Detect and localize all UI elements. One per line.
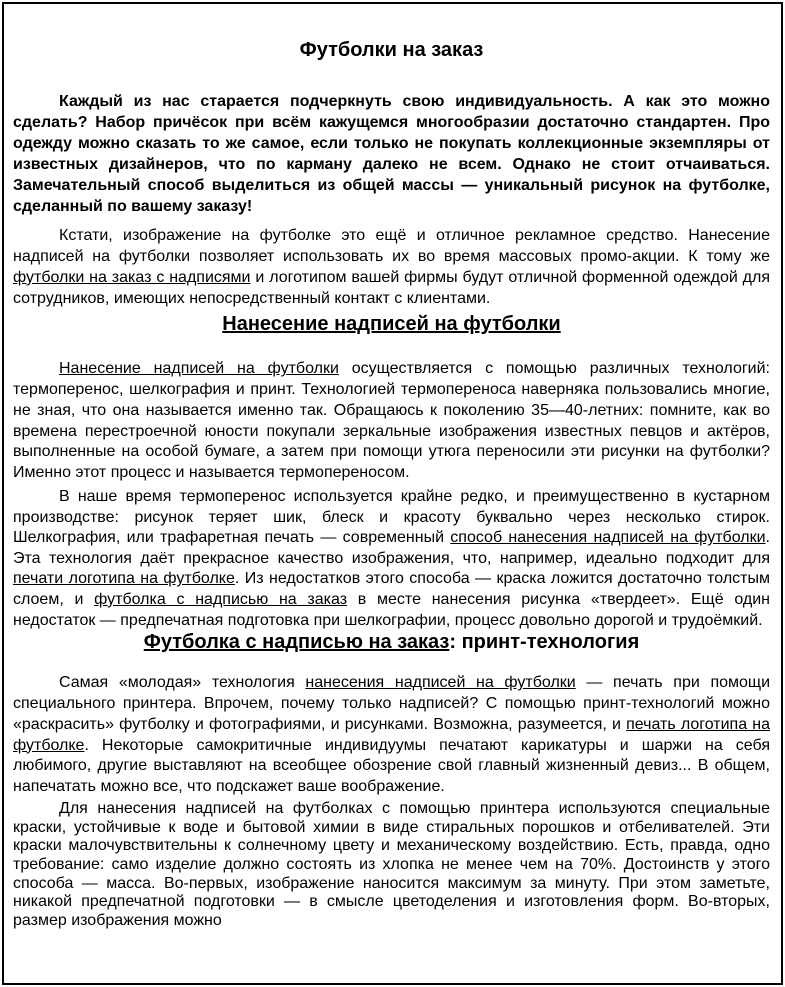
paragraph-inks: [13, 800, 770, 931]
paragraph-text: . Из недостатков этого способа — краска ложится достаточно толстым слоем, и: [13, 570, 770, 608]
section-heading-text: Футболка с надписью на заказ: [143, 631, 450, 654]
keyword-phrase: футболка с надписью на заказ: [94, 591, 348, 608]
document-page: [2, 2, 783, 985]
keyword-phrase: нанесения надписей на футболки: [305, 674, 576, 692]
section-heading-suffix: : принт-технология: [449, 631, 640, 654]
keyword-phrase: печать логотипа на футболке: [13, 715, 771, 754]
paragraph-text: Самая «молодая» технология: [59, 674, 306, 692]
keyword-phrase: печати логотипа на футболке: [13, 570, 235, 588]
keyword-phrase: Нанесение надписей на футболки: [59, 360, 339, 378]
paragraph-technologies: [13, 359, 770, 484]
paragraph-print-technology: [13, 673, 770, 798]
paragraph-text: . Эта технология даёт прекрасное качество изображения, что, например, идеально подходит для: [13, 529, 770, 567]
paragraph-text: в месте нанесения рисунка «твердеет». Ещё один недостаток — предпечатная подготовка при шелкографии, процесс довольно дорогой и трудоёмкий.: [13, 591, 770, 629]
paragraph-text: осуществляется с помощью различных технологий: термоперенос, шелкография и принт. Технологией термопереноса наверняка пользовались многие, не зная, что она называется именно так. Обращаюсь к поколению 35—40-летних: помните, как во времена перестроечной юности покупали зеркальные изображения известных певцов и актёров, выполненные на особой бумаге, а затем при помощи утюга переносили эти рисунки на футболки? Именно этот процесс и называется термопереносом.: [13, 360, 770, 482]
document-title: Футболки на заказ: [299, 39, 484, 61]
paragraph-text: Кстати, изображение на футболке это ещё и отличное рекламное средство. Нанесение надписей на футболки позволяет использовать их во время массовых промо-акции. К тому же: [13, 227, 770, 266]
section-heading-labeling: [13, 313, 770, 336]
paragraph-text: и логотипом вашей фирмы будут отличной форменной одеждой для сотрудников, имеющих непосредственный контакт с клиентами.: [13, 268, 770, 307]
paragraph-silkscreen: [13, 487, 770, 631]
section-heading-print: [13, 631, 770, 654]
paragraph-text: Каждый из нас старается подчеркнуть свою индивидуальность. А как это можно сделать? Набор причёсок при всём кажущемся многообразии достаточно стандартен. Про одежду можно сказать то же самое, если только не покупать коллекционные экземпляры от известных дизайнеров, что по карману далеко не всем. Однако не стоит отчаиваться. Замечательный способ выделиться из общей массы — уникальный рисунок на футболке, сделанный по вашему заказу!: [13, 93, 770, 215]
section-heading-text: Нанесение надписей на футболки: [222, 313, 561, 336]
keyword-phrase: способ нанесения надписей на футболки: [450, 529, 766, 547]
paragraph-text: . Некоторые самокритичные индивидуумы печатают карикатуры и шаржи на себя любимого, другие выставляют на всеобщее обозрение свой главный жизненный девиз... В общем, напечатать можно все, что подскажет ваше воображение.: [13, 736, 770, 796]
paragraph-text: В наше время термоперенос используется крайне редко, и преимущественно в кустарном производстве: рисунок теряет шик, блеск и красоту буквально через несколько стирок. Шелкография, или трафаретная печать — современный: [13, 488, 770, 547]
paragraph-advertising: [13, 226, 770, 309]
intro-paragraph: [13, 92, 770, 217]
paragraph-text: Для нанесения надписей на футболках с помощью принтера используются специальные краски, устойчивые к воде и бытовой химии в виде стиральных порошков и отбеливателей. Эти краски малочувствительны к солнечному цвету и механическому воздействию. Есть, правда, одно требование: само изделие должно состоять из хлопка не менее чем на 70%. Достоинств у этого способа — масса. Во-первых, изображение наносится максимум за минуту. При этом заметьте, никакой предпечатной подготовки — в смысле цветоделения и изготовления форм. Во-вторых, размер изображения можно: [13, 799, 770, 930]
paragraph-text: — печать при помощи специального принтера. Впрочем, почему только надписей? С помощью принт-технологий можно «раскрасить» футболку и фотографиями, и рисунками. Возможна, разумеется, и: [13, 674, 771, 733]
keyword-phrase: футболки на заказ с надписями: [13, 268, 251, 286]
